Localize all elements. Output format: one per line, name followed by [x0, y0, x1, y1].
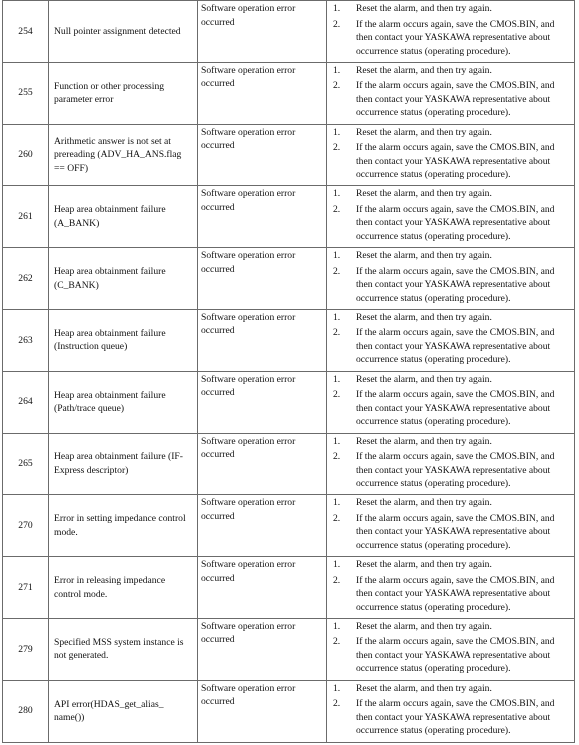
remedy-step [331, 635, 571, 676]
remedy-step-text: If the alarm occurs again, save the CMOS.BIN, and then contact your YASKAWA representative about occurrence status (operating procedure). [356, 512, 555, 551]
alarm-remedy [327, 433, 575, 495]
alarm-code: 260 [3, 124, 49, 186]
alarm-name: Null pointer assignment detected [49, 1, 198, 63]
alarm-name: Error in releasing impedance control mode. [49, 557, 198, 619]
alarm-remedy [327, 1, 575, 63]
alarm-cause: Software operation error occurred [198, 124, 327, 186]
remedy-step-number: 1. [333, 435, 341, 447]
alarm-table-body [3, 1, 575, 743]
alarm-cause: Software operation error occurred [198, 62, 327, 124]
remedy-step-text: Reset the alarm, and then try again. [356, 559, 492, 571]
alarm-cause: Software operation error occurred [198, 618, 327, 680]
remedy-step-number: 2. [333, 327, 341, 339]
remedy-step-number: 1. [333, 373, 341, 385]
alarm-name: Heap area obtainment failure (Path/trace queue) [49, 371, 198, 433]
remedy-step [331, 126, 571, 140]
remedy-step [331, 620, 571, 634]
alarm-remedy [327, 124, 575, 186]
remedy-step [331, 79, 571, 120]
alarm-code: 255 [3, 62, 49, 124]
remedy-step [331, 18, 571, 59]
alarm-cause: Software operation error occurred [198, 186, 327, 248]
alarm-cause: Software operation error occurred [198, 433, 327, 495]
remedy-step-number: 2. [333, 389, 341, 401]
remedy-step-number: 1. [333, 126, 341, 138]
alarm-name: Error in setting impedance control mode. [49, 495, 198, 557]
remedy-step [331, 326, 571, 367]
remedy-step-text: Reset the alarm, and then try again. [356, 64, 492, 76]
remedy-step [331, 697, 571, 738]
remedy-step-text: Reset the alarm, and then try again. [356, 435, 492, 447]
alarm-code: 280 [3, 680, 49, 742]
alarm-cause: Software operation error occurred [198, 371, 327, 433]
remedy-step-text: If the alarm occurs again, save the CMOS.BIN, and then contact your YASKAWA representative about occurrence status (operating procedure). [356, 698, 555, 737]
remedy-step-text: Reset the alarm, and then try again. [356, 373, 492, 385]
remedy-step-text: Reset the alarm, and then try again. [356, 250, 492, 262]
remedy-step-text: If the alarm occurs again, save the CMOS.BIN, and then contact your YASKAWA representative about occurrence status (operating procedure). [356, 80, 555, 119]
table-row [3, 495, 575, 557]
remedy-step-text: Reset the alarm, and then try again. [356, 188, 492, 200]
remedy-step-number: 2. [333, 142, 341, 154]
remedy-step [331, 249, 571, 263]
remedy-step [331, 574, 571, 615]
alarm-name: Heap area obtainment failure (A_BANK) [49, 186, 198, 248]
remedy-step-number: 1. [333, 497, 341, 509]
remedy-step-text: If the alarm occurs again, save the CMOS.BIN, and then contact your YASKAWA representative about occurrence status (operating procedure). [356, 142, 555, 181]
remedy-step [331, 141, 571, 182]
table-row [3, 1, 575, 63]
table-row [3, 680, 575, 742]
alarm-cause: Software operation error occurred [198, 680, 327, 742]
alarm-remedy [327, 248, 575, 310]
remedy-step-number: 1. [333, 64, 341, 76]
alarm-remedy [327, 557, 575, 619]
table-row [3, 618, 575, 680]
remedy-step-text: If the alarm occurs again, save the CMOS.BIN, and then contact your YASKAWA representative about occurrence status (operating procedure). [356, 389, 555, 428]
remedy-step [331, 496, 571, 510]
table-row [3, 433, 575, 495]
remedy-step-text: Reset the alarm, and then try again. [356, 311, 492, 323]
remedy-step [331, 435, 571, 449]
remedy-step [331, 682, 571, 696]
remedy-step-text: Reset the alarm, and then try again. [356, 126, 492, 138]
remedy-step-number: 2. [333, 574, 341, 586]
remedy-step-text: Reset the alarm, and then try again. [356, 3, 492, 14]
remedy-step-text: If the alarm occurs again, save the CMOS.BIN, and then contact your YASKAWA representative about occurrence status (operating procedure). [356, 451, 555, 490]
alarm-name: Heap area obtainment failure (Instruction queue) [49, 309, 198, 371]
remedy-step [331, 64, 571, 78]
remedy-step [331, 512, 571, 553]
alarm-name: Heap area obtainment failure (IF-Express descriptor) [49, 433, 198, 495]
remedy-step [331, 450, 571, 491]
alarm-code: 270 [3, 495, 49, 557]
remedy-step [331, 203, 571, 244]
alarm-remedy [327, 495, 575, 557]
remedy-step-text: If the alarm occurs again, save the CMOS.BIN, and then contact your YASKAWA representative about occurrence status (operating procedure). [356, 203, 555, 242]
remedy-step-number: 1. [333, 188, 341, 200]
alarm-name: Heap area obtainment failure (C_BANK) [49, 248, 198, 310]
remedy-step-number: 2. [333, 203, 341, 215]
alarm-code: 265 [3, 433, 49, 495]
alarm-code: 261 [3, 186, 49, 248]
remedy-step-number: 1. [333, 682, 341, 694]
alarm-name: Function or other processing parameter error [49, 62, 198, 124]
alarm-remedy [327, 371, 575, 433]
alarm-remedy [327, 680, 575, 742]
remedy-step [331, 187, 571, 201]
alarm-remedy [327, 618, 575, 680]
remedy-step-number: 2. [333, 636, 341, 648]
remedy-step-text: Reset the alarm, and then try again. [356, 497, 492, 509]
remedy-step-text: If the alarm occurs again, save the CMOS.BIN, and then contact your YASKAWA representative about occurrence status (operating procedure). [356, 327, 555, 366]
alarm-cause: Software operation error occurred [198, 248, 327, 310]
table-row [3, 186, 575, 248]
table-row [3, 557, 575, 619]
table-row [3, 124, 575, 186]
alarm-code: 263 [3, 309, 49, 371]
table-row [3, 371, 575, 433]
remedy-step-number: 1. [333, 311, 341, 323]
remedy-step [331, 558, 571, 572]
remedy-step [331, 373, 571, 387]
alarm-code: 264 [3, 371, 49, 433]
remedy-step-number: 2. [333, 80, 341, 92]
remedy-step-text: If the alarm occurs again, save the CMOS.BIN, and then contact your YASKAWA representative about occurrence status (operating procedure). [356, 18, 555, 57]
alarm-cause: Software operation error occurred [198, 557, 327, 619]
remedy-step-number: 1. [333, 559, 341, 571]
alarm-remedy [327, 309, 575, 371]
remedy-step-number: 2. [333, 18, 341, 30]
remedy-step-number: 2. [333, 512, 341, 524]
table-row [3, 248, 575, 310]
remedy-step-number: 2. [333, 451, 341, 463]
remedy-step [331, 265, 571, 306]
alarm-name: Arithmetic answer is not set at prereading (ADV_HA_ANS.flag == OFF) [49, 124, 198, 186]
alarm-name: Specified MSS system instance is not generated. [49, 618, 198, 680]
alarm-table [2, 0, 575, 743]
alarm-code: 254 [3, 1, 49, 63]
remedy-step-text: If the alarm occurs again, save the CMOS.BIN, and then contact your YASKAWA representative about occurrence status (operating procedure). [356, 636, 555, 675]
alarm-cause: Software operation error occurred [198, 1, 327, 63]
remedy-step-number: 1. [333, 3, 341, 14]
alarm-remedy [327, 186, 575, 248]
remedy-step [331, 388, 571, 429]
alarm-cause: Software operation error occurred [198, 309, 327, 371]
alarm-code: 262 [3, 248, 49, 310]
remedy-step-text: If the alarm occurs again, save the CMOS.BIN, and then contact your YASKAWA representative about occurrence status (operating procedure). [356, 265, 555, 304]
table-row [3, 309, 575, 371]
remedy-step-text: Reset the alarm, and then try again. [356, 620, 492, 632]
alarm-remedy [327, 62, 575, 124]
remedy-step-number: 2. [333, 698, 341, 710]
remedy-step-number: 1. [333, 250, 341, 262]
alarm-code: 279 [3, 618, 49, 680]
alarm-code: 271 [3, 557, 49, 619]
alarm-cause: Software operation error occurred [198, 495, 327, 557]
remedy-step-number: 1. [333, 620, 341, 632]
table-row [3, 62, 575, 124]
remedy-step-number: 2. [333, 265, 341, 277]
remedy-step [331, 311, 571, 325]
alarm-name: API error(HDAS_get_alias_ name()) [49, 680, 198, 742]
remedy-step-text: Reset the alarm, and then try again. [356, 682, 492, 694]
remedy-step [331, 2, 571, 16]
remedy-step-text: If the alarm occurs again, save the CMOS.BIN, and then contact your YASKAWA representative about occurrence status (operating procedure). [356, 574, 555, 613]
